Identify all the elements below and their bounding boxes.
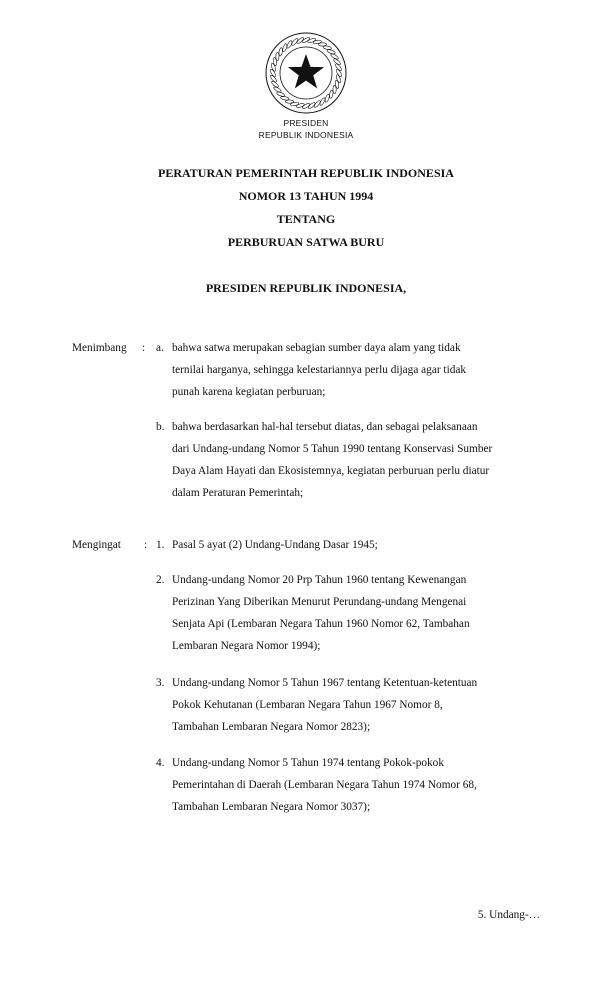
document-title-subject: PERBURUAN SATWA BURU [227,235,385,249]
header-caption-republic: REPUBLIK INDONESIA [258,130,354,140]
header-caption-president: PRESIDEN [283,118,329,128]
page-continuation: 5. Undang-… [477,909,540,921]
mengingat-item-2-text [172,569,540,657]
garuda-star-emblem-icon [263,30,349,116]
menimbang-item-b-mark: b. [156,421,165,433]
text-line: Lembaran Negara Nomor 1994); [172,640,321,652]
text-line: Undang-undang Nomor 5 Tahun 1967 tentang Ketentuan-ketentuan [172,677,478,689]
text-line: Perizinan Yang Diberikan Menurut Perundang-undang Mengenai [172,596,467,608]
mengingat-item-3-mark: 3. [156,677,165,689]
mengingat-item-4-text [172,752,540,818]
mengingat-colon: : [144,539,148,551]
text-line: Daya Alam Hayati dan Ekosistemnya, kegiatan perburuan perlu diatur [172,465,490,477]
menimbang-label: Menimbang [72,342,127,354]
document-title-number: NOMOR 13 TAHUN 1994 [238,189,374,203]
document-title-line1: PERATURAN PEMERINTAH REPUBLIK INDONESIA [158,166,454,180]
document-preamble: PRESIDEN REPUBLIK INDONESIA, [205,281,407,295]
document-title-tentang: TENTANG [276,212,336,226]
mengingat-label: Mengingat [72,539,121,551]
text-line: Tambahan Lembaran Negara Nomor 3037); [172,801,371,813]
menimbang-colon: : [142,342,146,354]
text-line: dari Undang-undang Nomor 5 Tahun 1990 tentang Konservasi Sumber [172,443,493,455]
mengingat-item-2-mark: 2. [156,574,165,586]
text-line: Pokok Kehutanan (Lembaran Negara Tahun 1967 Nomor 8, [172,699,443,711]
text-line: ternilai harganya, sehingga kelestariannya perlu dijaga agar tidak [172,364,467,376]
text-line: Tambahan Lembaran Negara Nomor 2823); [172,721,371,733]
menimbang-item-a-text [172,337,540,403]
text-line: Pemerintahan di Daerah (Lembaran Negara Tahun 1974 Nomor 68, [172,779,477,791]
mengingat-item-4-mark: 4. [156,757,165,769]
text-line: bahwa berdasarkan hal-hal tersebut diatas, dan sebagai pelaksanaan [172,421,478,433]
menimbang-item-a-mark: a. [156,342,164,354]
mengingat-item-1-text [172,534,540,556]
menimbang-item-b-text [172,416,540,504]
text-line: bahwa satwa merupakan sebagian sumber daya alam yang tidak [172,342,461,354]
text-line: Undang-undang Nomor 20 Prp Tahun 1960 tentang Kewenangan [172,574,467,586]
text-line: Senjata Api (Lembaran Negara Tahun 1960 Nomor 62, Tambahan [172,618,470,630]
mengingat-item-3-text [172,672,540,738]
text-line: Undang-undang Nomor 5 Tahun 1974 tentang Pokok-pokok [172,757,444,769]
text-line: punah karena kegiatan perburuan; [172,386,326,398]
text-line: dalam Peraturan Pemerintah; [172,487,304,499]
mengingat-item-1-mark: 1. [156,539,165,551]
text-line: Pasal 5 ayat (2) Undang-Undang Dasar 1945; [172,539,378,551]
